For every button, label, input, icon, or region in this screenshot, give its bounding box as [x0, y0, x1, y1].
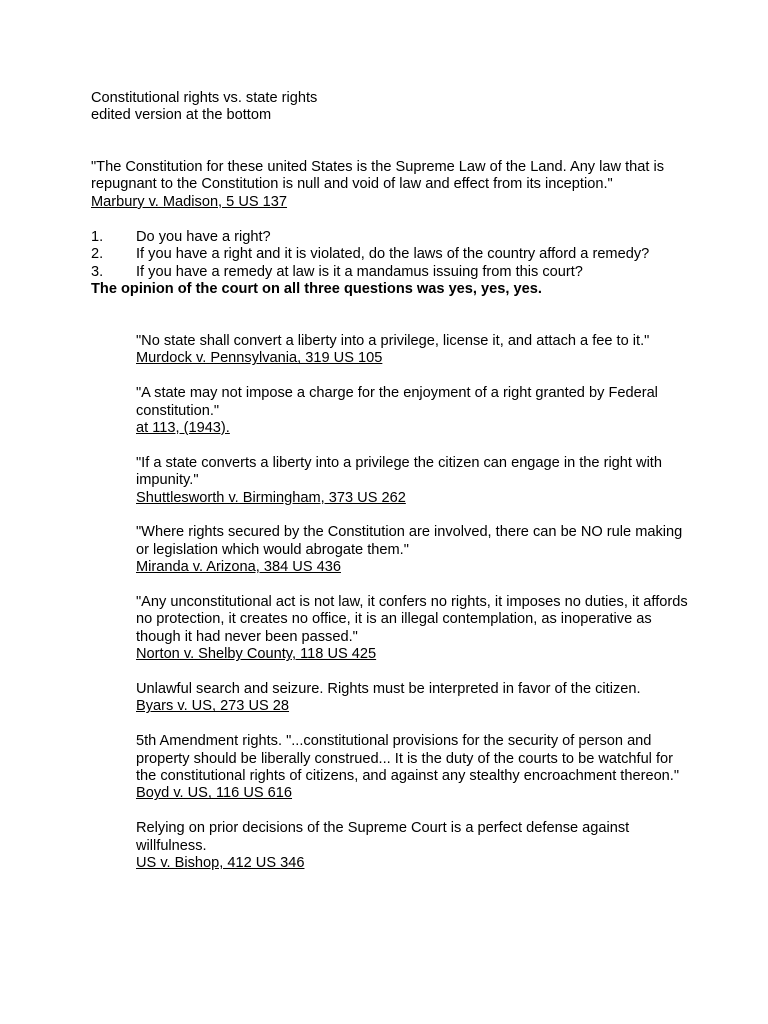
citation-reference: Norton v. Shelby County, 118 US 425 — [136, 646, 377, 663]
question-number: 3. — [91, 263, 104, 280]
question-number: 2. — [91, 246, 104, 263]
citation-reference: at 113, (1943). — [136, 420, 230, 437]
question-text: Do you have a right? — [136, 229, 271, 245]
citation-reference: US v. Bishop, 412 US 346 — [136, 855, 305, 872]
lead-quote-text: "The Constitution for these united States is the Supreme Law of the Land. Any law that is repugnant to the Constitution is null and void of law and effect from its inception." — [91, 159, 665, 193]
question-text: If you have a right and it is violated, do the laws of the country afford a remedy? — [136, 246, 650, 263]
citation-item — [136, 524, 692, 576]
citation-list — [136, 333, 692, 890]
question-number: 1. — [91, 229, 104, 245]
question-text: If you have a remedy at law is it a mandamus issuing from this court? — [136, 263, 583, 280]
citation-reference: Boyd v. US, 116 US 616 — [136, 785, 293, 802]
question-item — [91, 229, 711, 246]
citation-item — [136, 681, 692, 716]
citation-item — [136, 455, 692, 507]
citation-reference: Shuttlesworth v. Birmingham, 373 US 262 — [136, 489, 406, 506]
citation-item — [136, 333, 692, 368]
lead-quote-reference: Marbury v. Madison, 5 US 137 — [91, 193, 288, 210]
citation-text: "If a state converts a liberty into a privilege the citizen can engage in the right with impunity." — [136, 454, 662, 489]
document-subtitle: edited version at the bottom — [91, 107, 272, 124]
court-opinion: The opinion of the court on all three questions was yes, yes, yes. — [91, 281, 542, 298]
question-item — [91, 246, 711, 263]
lead-quote — [91, 159, 691, 211]
document-title: Constitutional rights vs. state rights — [91, 90, 318, 106]
citation-text: "No state shall convert a liberty into a privilege, license it, and attach a fee to it." — [136, 333, 650, 349]
citation-reference: Murdock v. Pennsylvania, 319 US 105 — [136, 350, 383, 367]
citation-item — [136, 594, 692, 664]
citation-text: 5th Amendment rights. "...constitutional provisions for the security of person and property should be liberally construed... It is the duty of the courts to be watchful for the constitutional rights of citizens, and against any stealthy encroachment thereon." — [136, 733, 680, 785]
question-item — [91, 264, 711, 281]
citation-item — [136, 385, 692, 437]
citation-reference: Byars v. US, 273 US 28 — [136, 698, 290, 715]
citation-item — [136, 733, 692, 803]
citation-text: "Any unconstitutional act is not law, it confers no rights, it imposes no duties, it affords no protection, it creates no office, it is an illegal contemplation, as inoperative as though it had never been passed." — [136, 594, 688, 645]
citation-text: "Where rights secured by the Constitution are involved, there can be NO rule making or legislation which would abrogate them." — [136, 524, 683, 558]
document-header — [91, 90, 731, 125]
citation-item — [136, 820, 692, 872]
citation-text: Relying on prior decisions of the Supreme Court is a perfect defense against willfulness. — [136, 820, 630, 854]
citation-text: "A state may not impose a charge for the enjoyment of a right granted by Federal constitution." — [136, 385, 658, 419]
citation-text: Unlawful search and seizure. Rights must be interpreted in favor of the citizen. — [136, 681, 641, 698]
citation-reference: Miranda v. Arizona, 384 US 436 — [136, 559, 341, 576]
question-list — [91, 229, 711, 299]
